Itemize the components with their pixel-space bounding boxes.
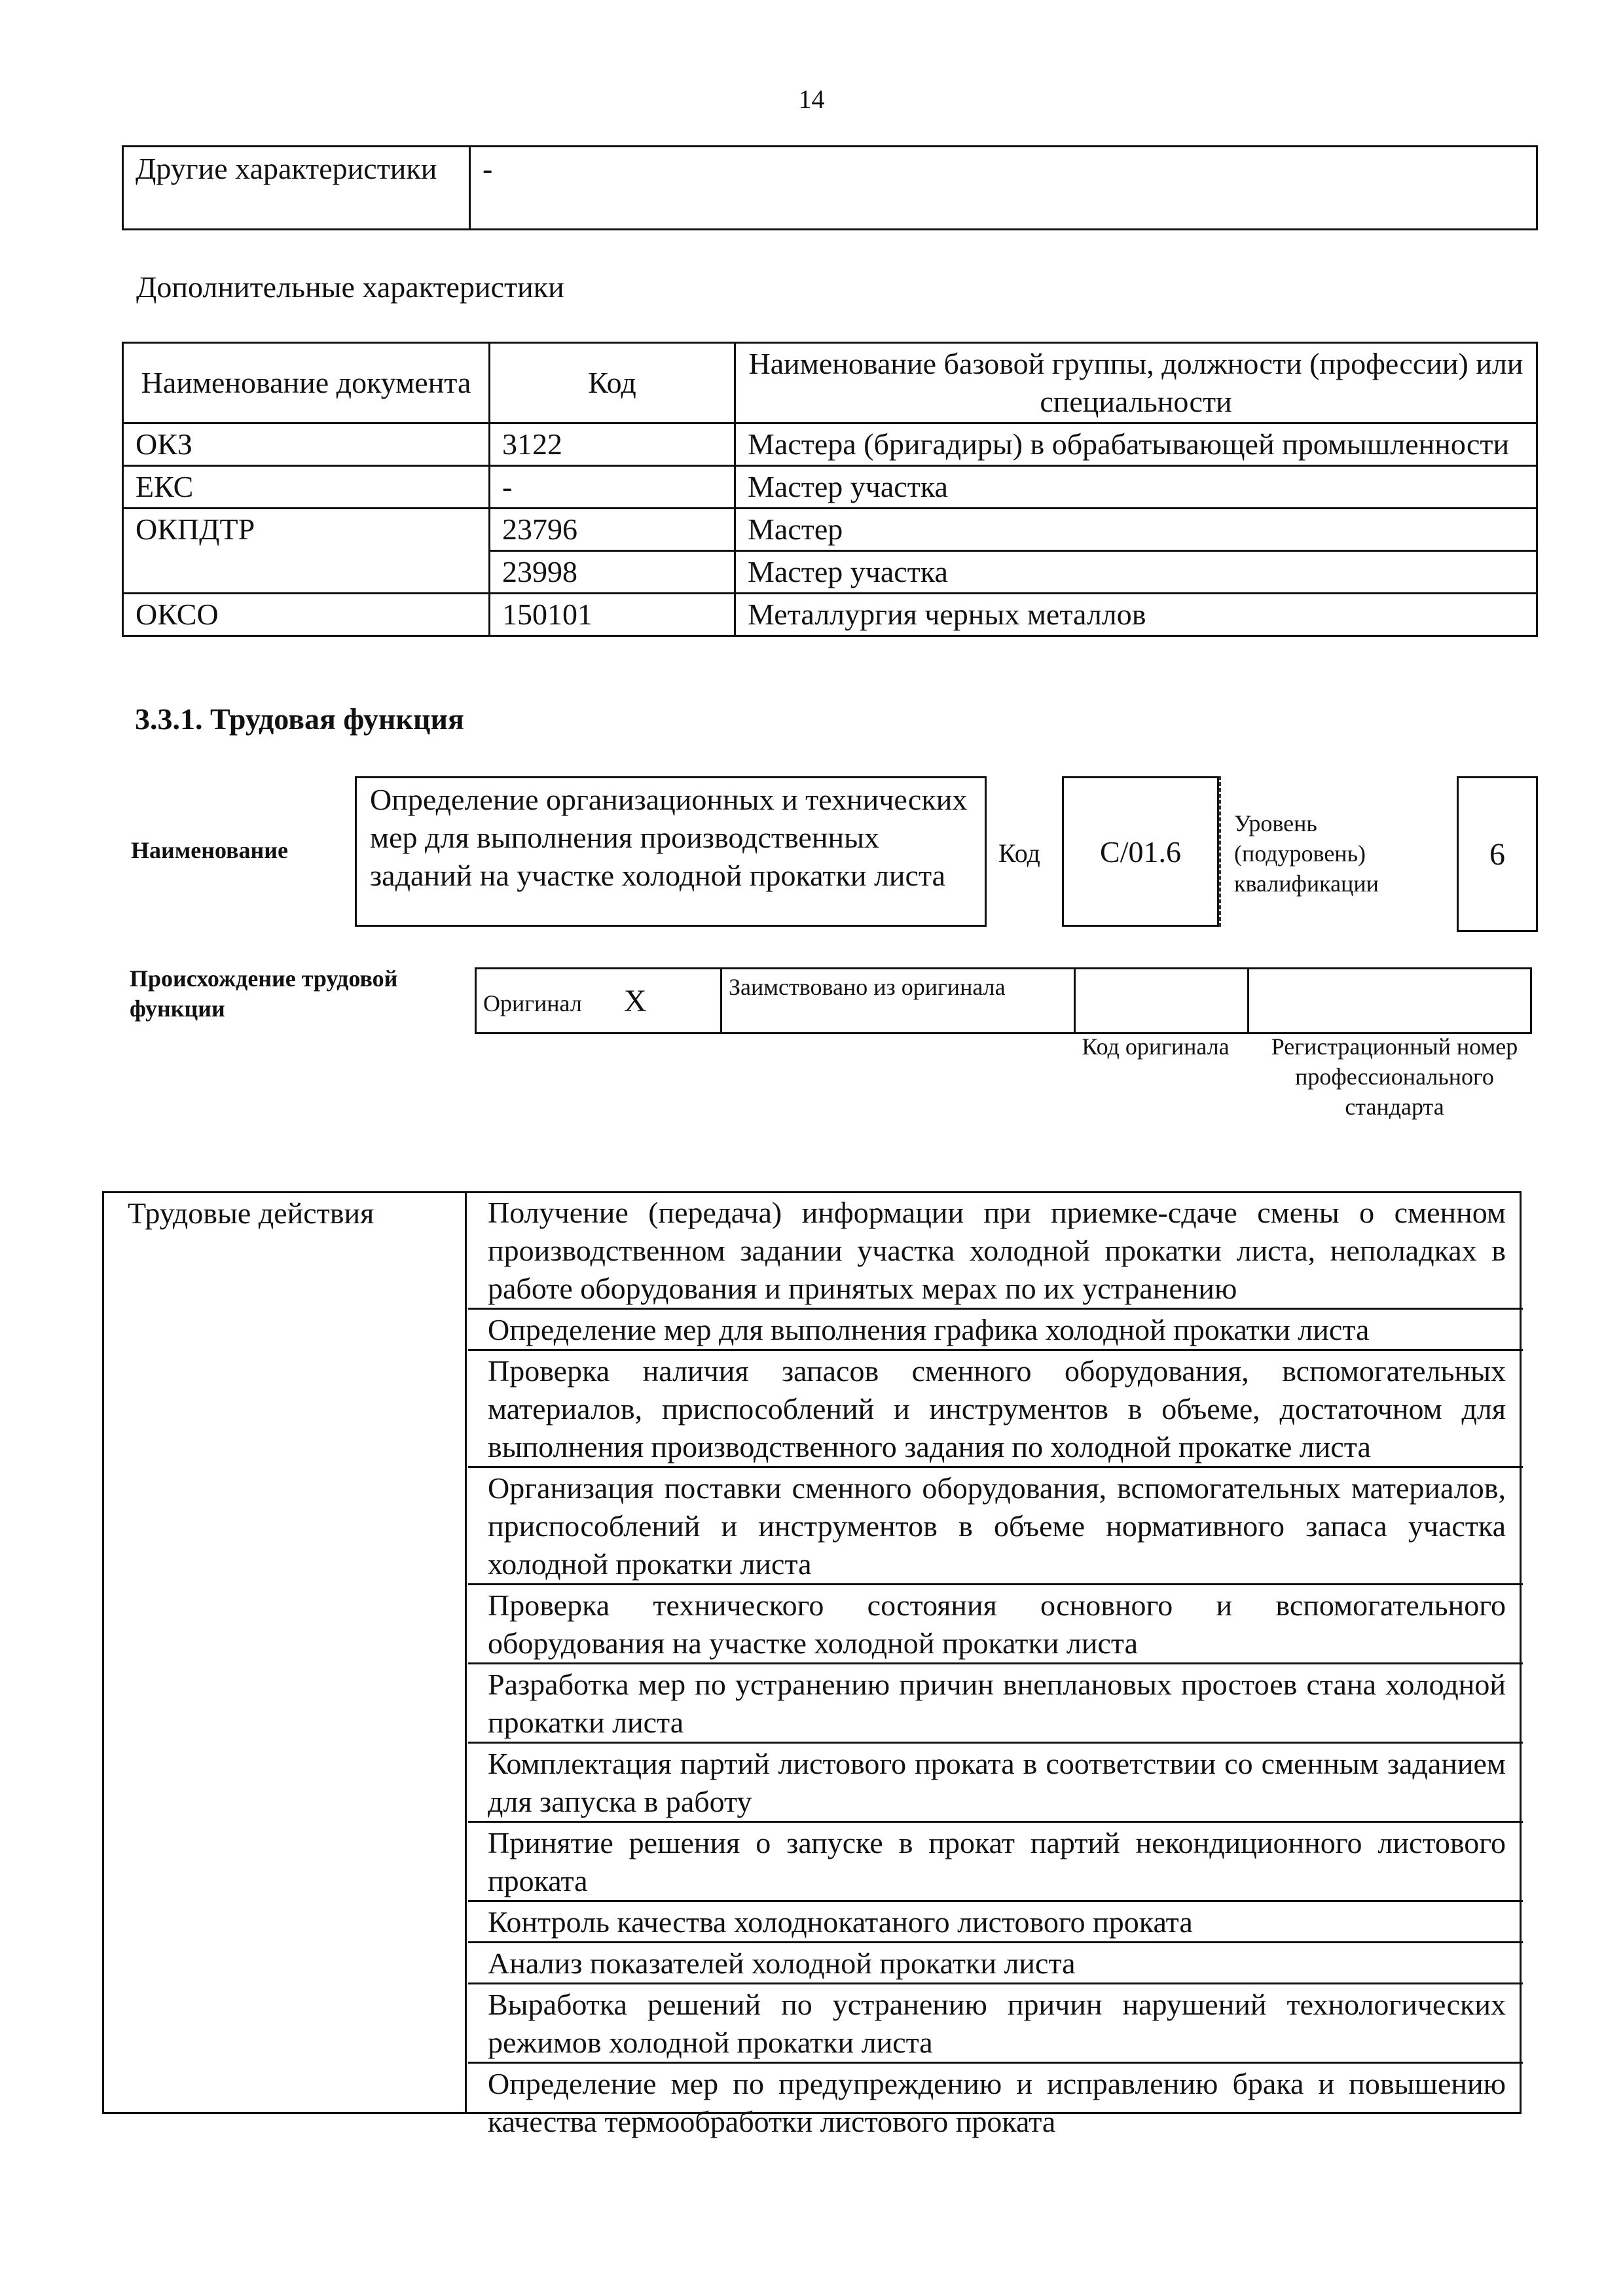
registration-number-cell	[1249, 969, 1531, 1033]
code-cell: 3122	[490, 423, 735, 466]
registration-number-caption: Регистрационный номер профессионального стандарта	[1271, 1033, 1518, 1120]
header-document: Наименование документа	[123, 343, 490, 423]
list-item: Проверка технического состояния основного и вспомогательного оборудования на участке холодной прокатки листа	[468, 1585, 1523, 1664]
origin-label: Происхождение трудовой функции	[130, 965, 398, 1022]
list-item: Принятие решения о запуске в прокат партий некондиционного листового проката	[468, 1823, 1523, 1902]
original-cell	[476, 969, 721, 1033]
name-cell: Мастер	[735, 509, 1537, 551]
other-characteristics-label: Другие характеристики	[123, 147, 470, 230]
other-characteristics-value: -	[470, 147, 1537, 230]
list-item: Выработка решений по устранению причин нарушений технологических режимов холодной прокатки листа	[468, 1984, 1523, 2064]
function-code-label: Код	[998, 838, 1040, 868]
page-number: 14	[798, 84, 825, 114]
name-cell: Мастер участка	[735, 551, 1537, 594]
header-name: Наименование базовой группы, должности (профессии) или специальности	[735, 343, 1537, 423]
additional-characteristics-caption: Дополнительные характеристики	[136, 270, 564, 304]
doc-cell: ОКСО	[123, 594, 490, 636]
list-item: Определение мер для выполнения графика холодной прокатки листа	[468, 1310, 1523, 1351]
list-item: Контроль качества холоднокатаного листового проката	[468, 1902, 1523, 1943]
table-row	[123, 423, 1537, 466]
table-row	[123, 509, 1537, 551]
labor-actions-divider	[465, 1191, 467, 2114]
original-code-caption: Код оригинала	[1082, 1033, 1230, 1060]
qualification-level-label: Уровень (подуровень) квалификации	[1234, 810, 1379, 897]
origin-table	[475, 967, 1532, 1034]
list-item: Анализ показателей холодной прокатки листа	[468, 1943, 1523, 1984]
other-characteristics-table	[122, 145, 1538, 230]
original-label: Оригинал	[483, 990, 582, 1016]
header-code: Код	[490, 343, 735, 423]
code-cell: -	[490, 466, 735, 509]
function-name-box: Определение организационных и технических мер для выполнения производственных заданий на участке холодной прокатки листа	[355, 776, 987, 927]
classification-table	[122, 342, 1538, 637]
classification-header-row	[123, 343, 1537, 423]
code-cell: 150101	[490, 594, 735, 636]
name-cell: Мастера (бригадиры) в обрабатывающей промышленности	[735, 423, 1537, 466]
original-mark: X	[623, 983, 647, 1018]
labor-actions-label: Трудовые действия	[128, 1196, 374, 1230]
code-cell: 23998	[490, 551, 735, 594]
name-cell: Мастер участка	[735, 466, 1537, 509]
table-row	[123, 466, 1537, 509]
function-heading: 3.3.1. Трудовая функция	[135, 702, 464, 736]
list-item: Определение мер по предупреждению и исправлению брака и повышению качества термообработки листового проката	[488, 2067, 1506, 2138]
function-code-box: C/01.6	[1062, 776, 1219, 927]
list-item: Получение (передача) информации при приемке-сдаче смены о сменном производственном задании участка холодной прокатки листа, неполадках в работе оборудования и принятых мерах по их устранению	[468, 1193, 1523, 1310]
list-item: Проверка наличия запасов сменного оборудования, вспомогательных материалов, приспособлений и инструментов в объеме, достаточном для выполнения производственного задания по холодной прокатке листа	[468, 1351, 1523, 1468]
list-item: Организация поставки сменного оборудования, вспомогательных материалов, приспособлений и инструментов в объеме нормативного запаса участка холодной прокатки листа	[468, 1468, 1523, 1585]
list-item: Комплектация партий листового проката в соответствии со сменным заданием для запуска в работу	[468, 1744, 1523, 1823]
dashed-divider	[1219, 776, 1221, 927]
doc-cell: ОКПДТР	[123, 509, 490, 594]
borrowed-label: Заимствовано из оригинала	[721, 969, 1075, 1033]
doc-cell: ЕКС	[123, 466, 490, 509]
labor-actions-list	[468, 1193, 1523, 2141]
code-cell: 23796	[490, 509, 735, 551]
name-cell: Металлургия черных металлов	[735, 594, 1537, 636]
table-row	[123, 594, 1537, 636]
function-name-label: Наименование	[131, 837, 288, 863]
original-code-cell	[1075, 969, 1249, 1033]
qualification-level-box: 6	[1457, 776, 1538, 932]
doc-cell: ОКЗ	[123, 423, 490, 466]
list-item: Разработка мер по устранению причин внеплановых простоев стана холодной прокатки листа	[468, 1664, 1523, 1744]
